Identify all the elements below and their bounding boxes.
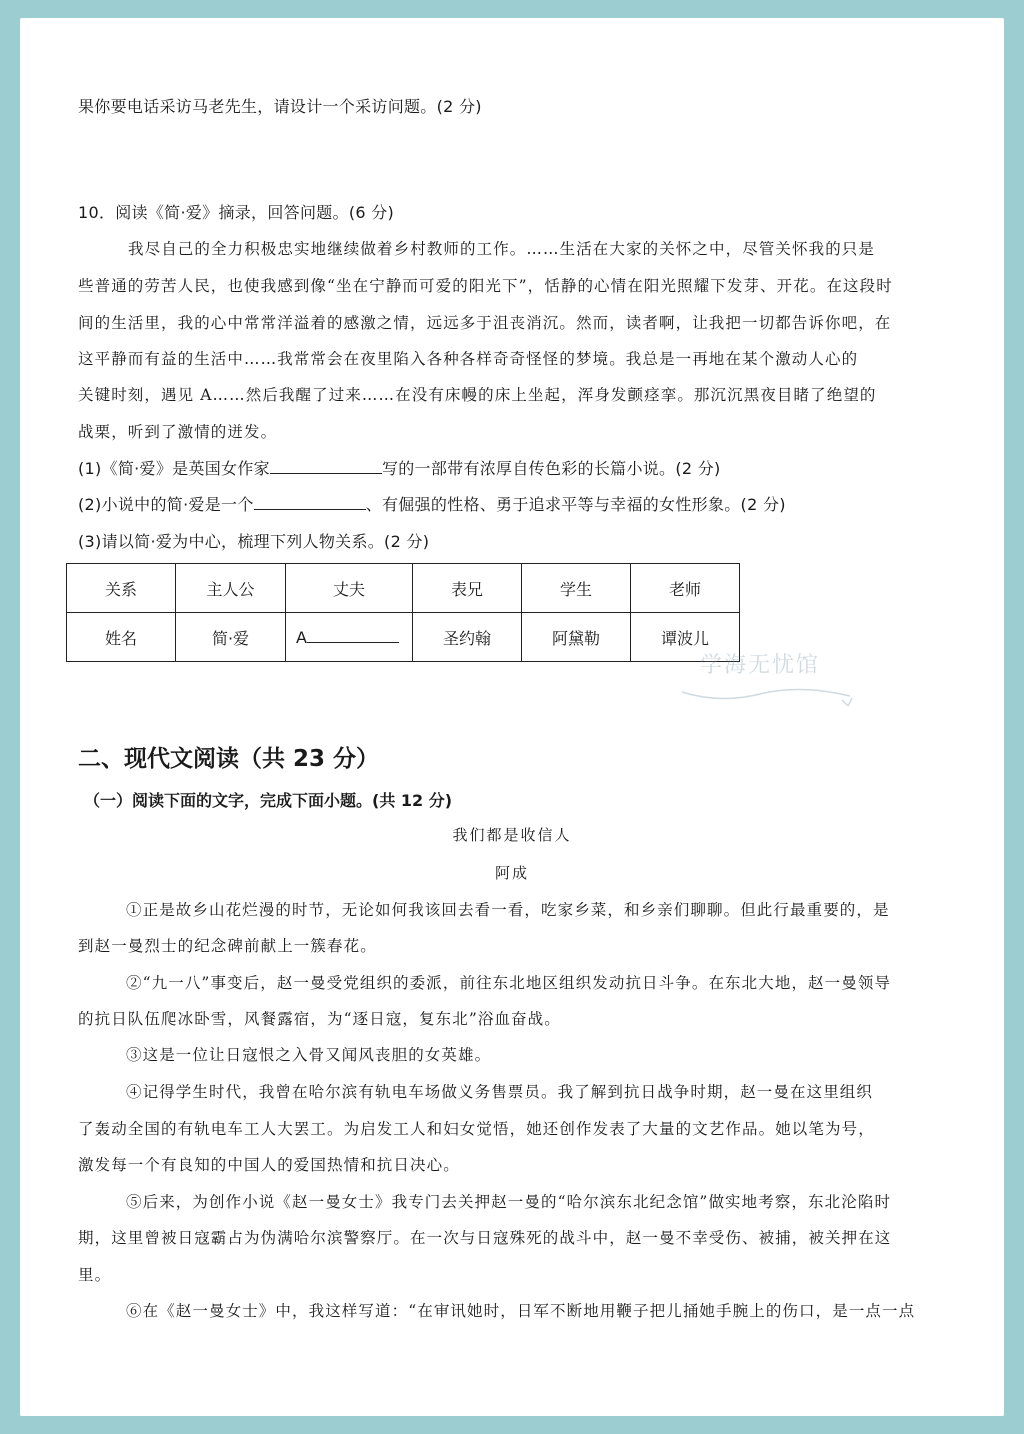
passage-line: 关键时刻，遇见 A……然后我醒了过来……在没有床幔的床上坐起，浑身发颤痉挛。那沉沉黑夜目睹了绝望的 bbox=[78, 386, 877, 404]
table-row bbox=[67, 564, 740, 613]
table-cell-label: A bbox=[296, 627, 307, 647]
article-line: 到赵一曼烈士的纪念碑前献上一簇春花。 bbox=[78, 937, 377, 955]
table-cell: 简·爱 bbox=[176, 613, 286, 662]
sub-question-1 bbox=[78, 456, 721, 479]
question-10-title: 10．阅读《简·爱》摘录，回答问题。(6 分) bbox=[78, 203, 395, 222]
article-line: ②“九一八”事变后，赵一曼受党组织的委派，前往东北地区组织发动抗日斗争。在东北大地，赵一曼领导 bbox=[126, 974, 892, 992]
answer-blank-author[interactable] bbox=[270, 459, 382, 474]
table-header-cell: 关系 bbox=[67, 564, 176, 613]
passage-line: 这平静而有益的生活中……我常常会在夜里陷入各种各样奇奇怪怪的梦境。我总是一再地在某个激动人心的 bbox=[78, 350, 859, 368]
table-header-cell: 表兄 bbox=[413, 564, 522, 613]
article-line: 里。 bbox=[78, 1266, 112, 1284]
article-line: 了轰动全国的有轨电车工人大罢工。为启发工人和妇女觉悟，她还创作发表了大量的文艺作品。她以笔为号， bbox=[78, 1120, 875, 1138]
table-header-cell: 老师 bbox=[631, 564, 740, 613]
article-line: ⑥在《赵一曼女士》中，我这样写道：“在审讯她时，日军不断地用鞭子把儿捅她手腕上的伤口，是一点一点 bbox=[126, 1302, 916, 1320]
table-cell: 圣约翰 bbox=[413, 613, 522, 662]
passage-line: 战栗，听到了激情的迸发。 bbox=[78, 423, 278, 441]
table-row bbox=[67, 613, 740, 662]
watermark-text: 学海无忧馆 bbox=[700, 653, 821, 678]
article-line: ①正是故乡山花烂漫的时节，无论如何我该回去看一看，吃家乡菜，和乡亲们聊聊。但此行最重要的，是 bbox=[126, 901, 890, 919]
watermark-wave-icon bbox=[680, 682, 860, 706]
article-line: 期，这里曾被日寇霸占为伪满哈尔滨警察厅。在一次与日寇殊死的战斗中，赵一曼不幸受伤、被捕，被关押在这 bbox=[78, 1229, 892, 1247]
article-line: 的抗日队伍爬冰卧雪，风餐露宿，为“逐日寇，复东北”浴血奋战。 bbox=[78, 1010, 561, 1028]
sub-section-heading: （一）阅读下面的文字，完成下面小题。(共 12 分) bbox=[84, 791, 453, 810]
article-author: 阿成 bbox=[494, 864, 529, 882]
answer-blank-husband[interactable] bbox=[307, 628, 399, 643]
article-line: ④记得学生时代，我曾在哈尔滨有轨电车场做义务售票员。我了解到抗日战争时期，赵一曼在这里组织 bbox=[126, 1083, 874, 1101]
sub-question-2-rest: 、有倔强的性格、勇于追求平等与幸福的女性形象。(2 分) bbox=[365, 495, 786, 514]
sub-question-3: (3)请以简·爱为中心，梳理下列人物关系。(2 分) bbox=[78, 532, 430, 551]
table-header-cell: 主人公 bbox=[176, 564, 286, 613]
table-cell bbox=[286, 613, 413, 662]
sub-question-2 bbox=[78, 492, 786, 515]
table-cell: 谭波儿 bbox=[631, 613, 740, 662]
section-heading: 二、现代文阅读（共 23 分） bbox=[78, 746, 380, 772]
table-cell: 姓名 bbox=[67, 613, 176, 662]
table-header-cell: 丈夫 bbox=[286, 564, 413, 613]
exam-page bbox=[20, 18, 1004, 1416]
table-cell: 阿黛勒 bbox=[522, 613, 631, 662]
relationship-table bbox=[66, 563, 740, 662]
top-question-line: 果你要电话采访马老先生，请设计一个采访问题。(2 分) bbox=[78, 97, 482, 116]
article-line: 激发每一个有良知的中国人的爱国热情和抗日决心。 bbox=[78, 1156, 460, 1174]
passage-line: 些普通的劳苦人民，也使我感到像“坐在宁静而可爱的阳光下”，恬静的心情在阳光照耀下发芽、开花。在这段时 bbox=[78, 277, 893, 295]
sub-question-1-rest: 写的一部带有浓厚自传色彩的长篇小说。(2 分) bbox=[381, 459, 721, 478]
article-line: ⑤后来，为创作小说《赵一曼女士》我专门去关押赵一曼的“哈尔滨东北纪念馆”做实地考察，东北沦陷时 bbox=[126, 1193, 892, 1211]
table-header-cell: 学生 bbox=[522, 564, 631, 613]
answer-blank-character[interactable] bbox=[254, 495, 366, 510]
sub-question-1-text: (1)《简·爱》是英国女作家 bbox=[78, 459, 270, 478]
passage-line: 我尽自己的全力积极忠实地继续做着乡村教师的工作。……生活在大家的关怀之中，尽管关怀我的只是 bbox=[128, 240, 876, 258]
passage-line: 间的生活里，我的心中常常洋溢着的感激之情，远远多于沮丧消沉。然而，读者啊，让我把一切都告诉你吧，在 bbox=[78, 314, 892, 332]
article-line: ③这是一位让日寇恨之入骨又闻风丧胆的女英雄。 bbox=[126, 1046, 492, 1064]
article-title: 我们都是收信人 bbox=[452, 826, 572, 844]
sub-question-2-text: (2)小说中的简·爱是一个 bbox=[78, 495, 254, 514]
